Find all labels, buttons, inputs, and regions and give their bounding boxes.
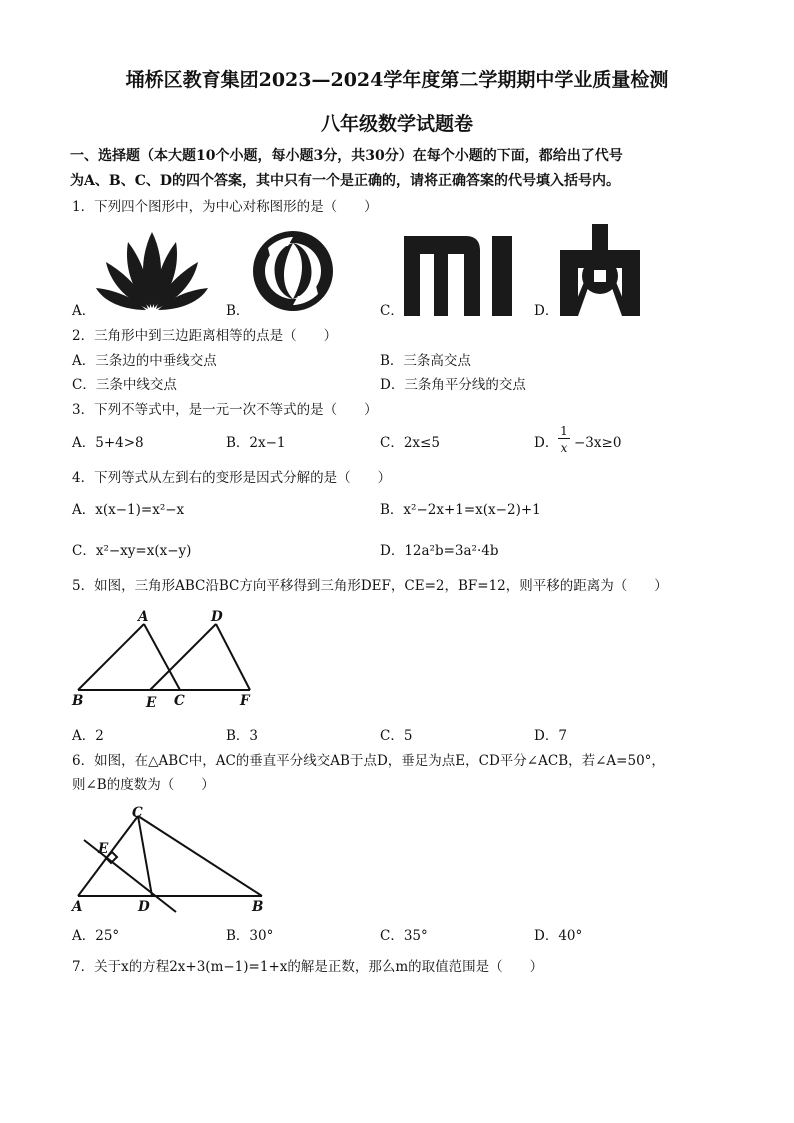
- q2-option-a: A．三条边的中垂线交点: [72, 353, 217, 369]
- q5-point-d: D: [211, 609, 223, 625]
- q4-option-c: C．x²−xy=x(x−y): [72, 543, 192, 559]
- q5-point-f: F: [240, 693, 250, 709]
- q1-stem: 1．下列四个图形中，为中心对称图形的是（ ）: [72, 199, 378, 215]
- q6-point-b: B: [252, 899, 264, 915]
- q6-option-a: A．25°: [72, 928, 120, 944]
- q3-option-a: A．5+4>8: [72, 435, 144, 451]
- q3-option-b: B．2x−1: [226, 435, 286, 451]
- q6-option-d: D．40°: [534, 928, 583, 944]
- section-heading-line1: 一、选择题（本大题10个小题，每小题3分，共30分）在每个小题的下面，都给出了代号: [70, 148, 623, 164]
- q2-stem: 2．三角形中到三边距离相等的点是（ ）: [72, 328, 338, 344]
- q5-option-a: A．2: [72, 728, 104, 744]
- q6-option-b: B．30°: [226, 928, 274, 944]
- q6-point-d: D: [138, 899, 150, 915]
- q5-point-e: E: [146, 695, 157, 711]
- q6-point-a: A: [72, 899, 83, 915]
- q4-option-d: D．12a²b=3a²·4b: [380, 543, 499, 559]
- q6-stem-line1: 6．如图，在△ABC中，AC的垂直平分线交AB于点D，垂足为点E，CD平分∠ACB，若∠A=50°，: [72, 753, 665, 769]
- q2-option-b: B．三条高交点: [380, 353, 471, 369]
- q1-figure-c-mi-logo: [404, 236, 516, 316]
- q1-figure-b-swirl-logo: [248, 228, 338, 314]
- q4-option-b: B．x²−2x+1=x(x−2)+1: [380, 502, 541, 518]
- q1-label-c: C．: [380, 303, 404, 319]
- q2-option-c: C．三条中线交点: [72, 377, 177, 393]
- q6-stem-line2: 则∠B的度数为（ ）: [72, 777, 215, 793]
- q4-stem: 4．下列等式从左到右的变形是因式分解的是（ ）: [72, 470, 392, 486]
- q5-point-a: A: [138, 609, 149, 625]
- q6-option-c: C．35°: [380, 928, 428, 944]
- exam-title: 埇桥区教育集团2023—2024学年度第二学期期中学业质量检测: [125, 69, 669, 91]
- q3-stem: 3．下列不等式中，是一元一次不等式的是（ ）: [72, 402, 378, 418]
- q1-label-a: A．: [72, 303, 96, 319]
- q6-point-e: E: [98, 841, 109, 857]
- q7-stem: 7．关于x的方程2x+3(m−1)=1+x的解是正数，那么m的取值范围是（ ）: [72, 959, 544, 975]
- q1-label-b: B．: [226, 303, 250, 319]
- q5-option-d: D．7: [534, 728, 567, 744]
- q3-option-d-rest: −3x≥0: [574, 435, 622, 451]
- q1-figure-a-petal-logo: [92, 226, 212, 312]
- q5-option-c: C．5: [380, 728, 413, 744]
- q5-option-b: B．3: [226, 728, 259, 744]
- section-heading-line2: 为A、B、C、D的四个答案，其中只有一个是正确的，请将正确答案的代号填入括号内。: [70, 173, 620, 189]
- q1-figure-d-coin-gate-logo: [560, 224, 640, 316]
- q3-option-d-denominator: x: [560, 441, 568, 455]
- q3-option-c: C．2x≤5: [380, 435, 440, 451]
- q4-option-a: A．x(x−1)=x²−x: [72, 502, 185, 518]
- q5-point-b: B: [72, 693, 84, 709]
- q5-stem: 5．如图，三角形ABC沿BC方向平移得到三角形DEF，CE=2，BF=12，则平移的距离为（ ）: [72, 578, 668, 594]
- q5-point-c: C: [174, 693, 185, 709]
- q6-figure-triangle-abc: [66, 804, 276, 916]
- q3-option-d-label: D．: [534, 435, 559, 451]
- exam-subtitle: 八年级数学试题卷: [320, 113, 473, 135]
- q6-point-c: C: [132, 805, 143, 821]
- q3-option-d-numerator: 1: [558, 424, 570, 439]
- q1-label-d: D．: [534, 303, 559, 319]
- q5-figure-translated-triangles: [70, 608, 260, 712]
- q2-option-d: D．三条角平分线的交点: [380, 377, 526, 393]
